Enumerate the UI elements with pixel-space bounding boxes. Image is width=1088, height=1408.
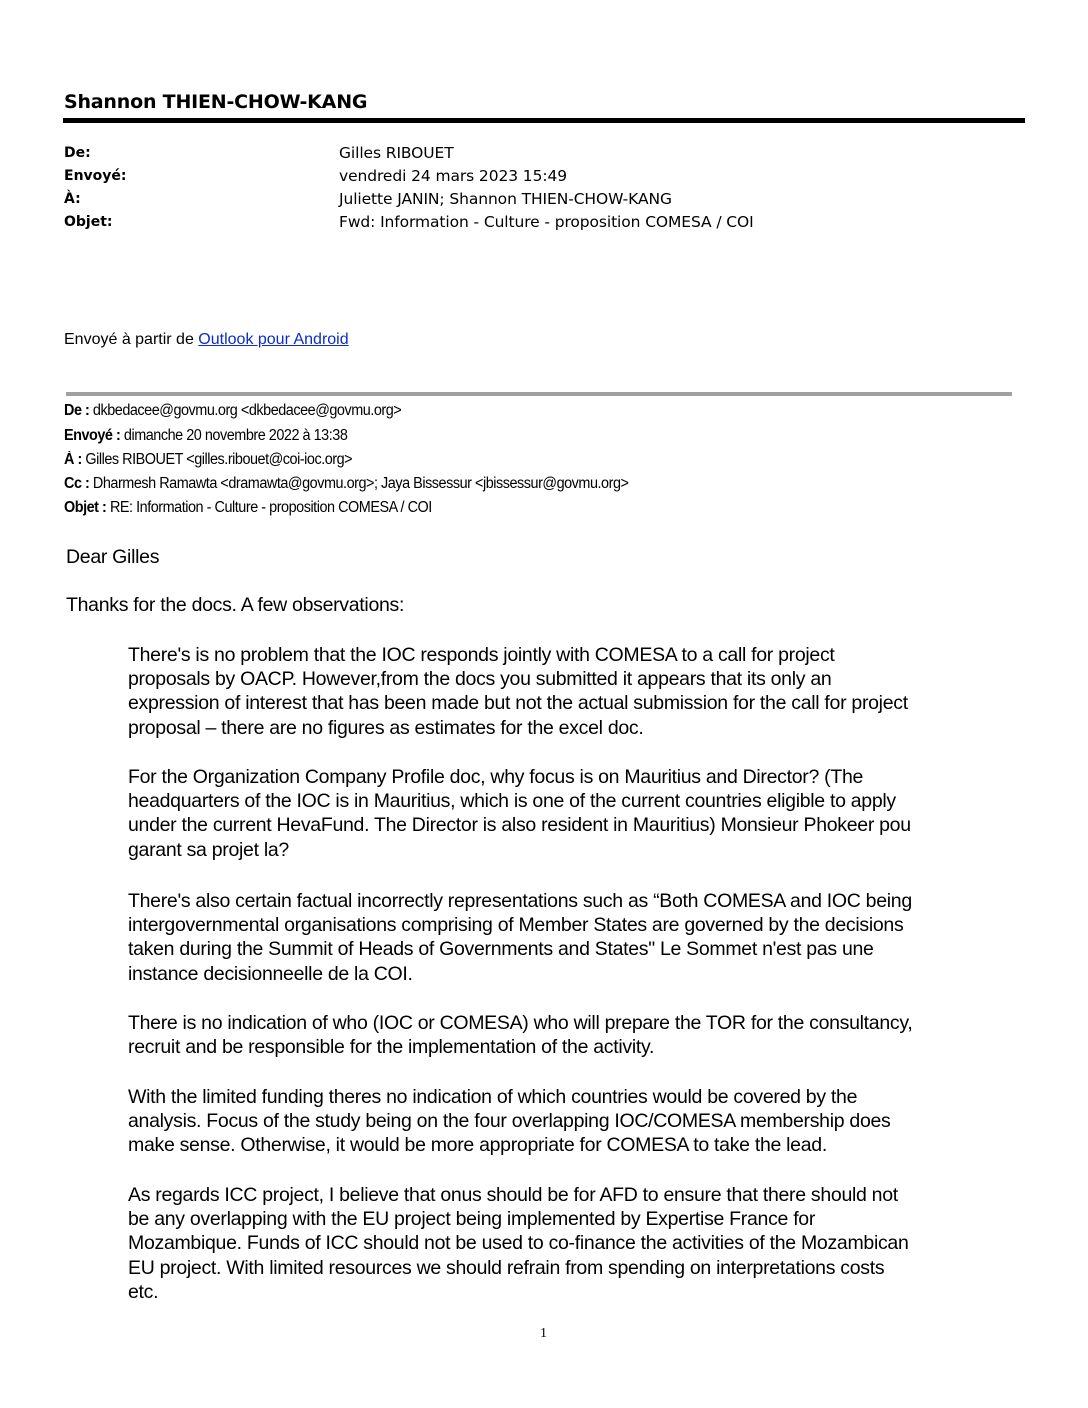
- forward-separator: [66, 392, 1012, 396]
- sent-from-signature: [64, 331, 349, 349]
- paragraph-line: recruit and be responsible for the implementation of the activity.: [128, 1036, 655, 1059]
- signature-prefix: Envoyé à partir de: [64, 331, 199, 348]
- paragraph-line: analysis. Focus of the study being on the four overlapping IOC/COMESA membership does: [128, 1110, 891, 1133]
- outer-sent-value: vendredi 24 mars 2023 15:49: [339, 167, 567, 185]
- fwd-from-label: De :: [64, 402, 90, 419]
- observation-paragraph-6: [128, 1183, 1028, 1304]
- fwd-cc-label: Cc :: [64, 475, 90, 492]
- paragraph-line: With the limited funding theres no indication of which countries would be covered by the: [128, 1086, 858, 1108]
- outer-from-value: Gilles RIBOUET: [339, 144, 454, 162]
- fwd-to-label: À :: [64, 451, 82, 468]
- greeting: Dear Gilles: [66, 546, 160, 568]
- fwd-subject-row: [64, 499, 432, 517]
- fwd-subject-value: RE: Information - Culture - proposition COMESA / COI: [106, 499, 432, 516]
- fwd-to-value: Gilles RIBOUET <gilles.ribouet@coi-ioc.org>: [81, 451, 353, 468]
- paragraph-line: taken during the Summit of Heads of Governments and States" Le Sommet n'est pas une: [128, 938, 874, 961]
- outer-sent-label: Envoyé:: [64, 168, 127, 184]
- observation-paragraph-3: [128, 889, 1028, 986]
- outer-subject-label: Objet:: [64, 214, 113, 230]
- fwd-sent-row: [64, 427, 347, 445]
- observation-paragraph-2: [128, 765, 1028, 862]
- observation-paragraph-4: [128, 1011, 1028, 1059]
- paragraph-line: under the current HevaFund. The Director is also resident in Mauritius) Monsieur Phokeer pou: [128, 814, 911, 837]
- paragraph-line: Mozambique. Funds of ICC should not be used to co-finance the activities of the Mozambican: [128, 1232, 909, 1255]
- fwd-from-value: dkbedacee@govmu.org <dkbedacee@govmu.org>: [89, 402, 402, 419]
- document-owner-title: Shannon THIEN-CHOW-KANG: [64, 91, 368, 113]
- intro-line: Thanks for the docs. A few observations:: [66, 594, 405, 616]
- title-divider: [63, 118, 1025, 123]
- fwd-from-row: [64, 402, 401, 420]
- paragraph-line: There's also certain factual incorrectly representations such as “Both COMESA and IOC being: [128, 890, 912, 912]
- outer-from-label: De:: [64, 145, 91, 161]
- fwd-cc-value: Dharmesh Ramawta <dramawta@govmu.org>; Jaya Bissessur <jbissessur@govmu.org>: [89, 475, 629, 492]
- outer-to-value: Juliette JANIN; Shannon THIEN-CHOW-KANG: [339, 190, 672, 208]
- paragraph-line: expression of interest that has been made but not the actual submission for the call for project: [128, 692, 908, 715]
- paragraph-line: etc.: [128, 1280, 159, 1303]
- fwd-to-row: [64, 451, 352, 469]
- observation-paragraph-5: [128, 1085, 1028, 1158]
- paragraph-line: instance decisionneelle de la COI.: [128, 962, 413, 985]
- outlook-android-link[interactable]: Outlook pour Android: [198, 331, 349, 348]
- fwd-sent-value: dimanche 20 novembre 2022 à 13:38: [120, 427, 348, 444]
- paragraph-line: headquarters of the IOC is in Mauritius, which is one of the current countries eligible to apply: [128, 790, 896, 813]
- paragraph-line: make sense. Otherwise, it would be more appropriate for COMESA to take the lead.: [128, 1134, 827, 1157]
- paragraph-line: As regards ICC project, I believe that onus should be for AFD to ensure that there should not: [128, 1184, 898, 1206]
- paragraph-line: be any overlapping with the EU project being implemented by Expertise France for: [128, 1208, 816, 1231]
- fwd-cc-row: [64, 475, 628, 493]
- paragraph-line: There's is no problem that the IOC responds jointly with COMESA to a call for project: [128, 644, 835, 666]
- fwd-sent-label: Envoyé :: [64, 427, 121, 444]
- paragraph-line: intergovernmental organisations comprising of Member States are governed by the decisions: [128, 914, 904, 937]
- outer-to-label: À:: [64, 191, 81, 207]
- page-number: 1: [540, 1326, 547, 1341]
- outer-subject-value: Fwd: Information - Culture - proposition COMESA / COI: [339, 213, 754, 231]
- paragraph-line: proposals by OACP. However,from the docs you submitted it appears that its only an: [128, 668, 832, 691]
- paragraph-line: For the Organization Company Profile doc, why focus is on Mauritius and Director? (The: [128, 766, 864, 788]
- fwd-subject-label: Objet :: [64, 499, 107, 516]
- observation-paragraph-1: [128, 643, 1028, 740]
- paragraph-line: EU project. With limited resources we should refrain from spending on interpretations costs: [128, 1256, 885, 1279]
- paragraph-line: garant sa projet la?: [128, 838, 289, 861]
- paragraph-line: proposal – there are no figures as estimates for the excel doc.: [128, 716, 644, 739]
- paragraph-line: There is no indication of who (IOC or COMESA) who will prepare the TOR for the consultancy,: [128, 1012, 913, 1034]
